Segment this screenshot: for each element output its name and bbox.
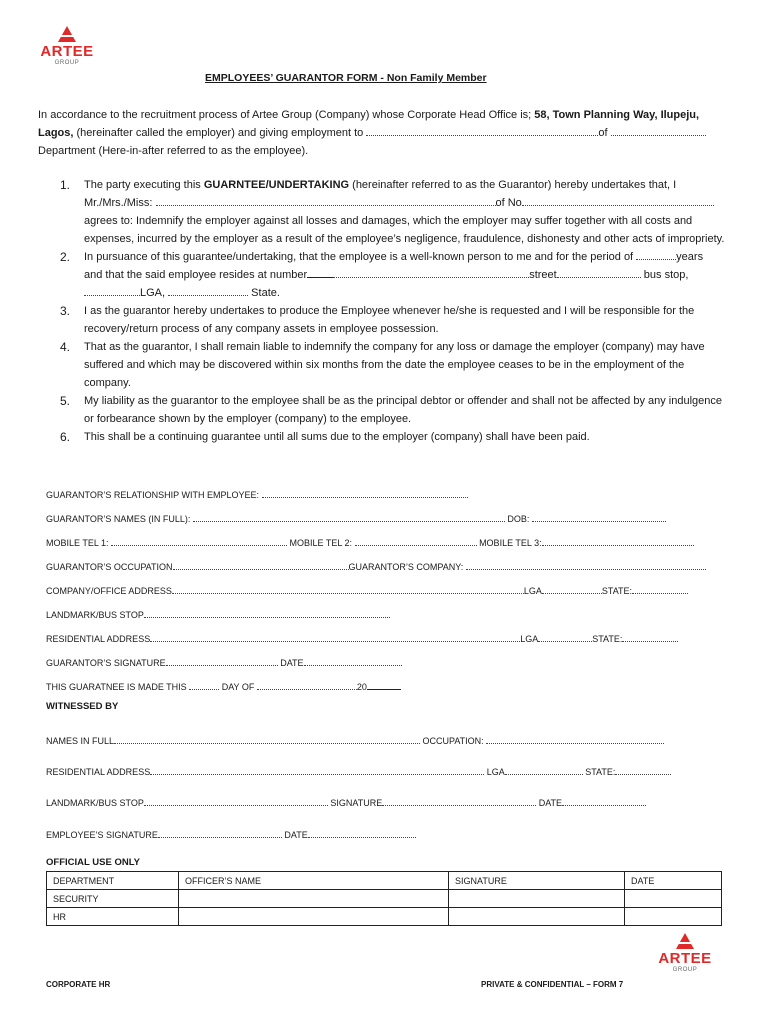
col-date: DATE [625,872,722,890]
landmark-row: LANDMARK/BUS STOP [46,608,390,620]
footer-right: PRIVATE & CONFIDENTIAL – FORM 7 [481,980,624,989]
residential-address-field[interactable] [150,632,520,642]
witness-occupation-field[interactable] [486,734,664,744]
witness-residential-field[interactable] [150,765,484,775]
guarantor-full-name-field[interactable] [193,512,505,522]
clause-2: 2. In pursuance of this guarantee/undertaking, that the employee is a well-known person to me and for the period of years and that the said employee resides at number street bus stop, LGA, State. [60,250,704,299]
made-row: THIS GUARATNEE IS MADE THIS DAY OF 20 [46,680,401,692]
row-department: HR [47,908,179,926]
mobile-tel-2-field[interactable] [355,536,477,546]
relationship-row: GUARANTOR’S RELATIONSHIP WITH EMPLOYEE: [46,488,468,500]
table-header-row [47,872,722,890]
dob-field[interactable] [532,512,666,522]
names-row: GUARANTOR’S NAMES (IN FULL): DOB: [46,512,666,524]
witness-residential-row: RESIDENTIAL ADDRESS LGA STATE: [46,765,671,777]
date-cell[interactable] [625,890,722,908]
lga-field[interactable] [84,286,140,296]
witness-date-field[interactable] [562,796,646,806]
guarantor-signature-field[interactable] [166,656,278,666]
signature-cell[interactable] [449,890,625,908]
head-office-address: 58, Town Planning Way, Ilupeju, Lagos, [38,109,700,139]
relationship-field[interactable] [262,488,468,498]
signature-cell[interactable] [449,908,625,926]
phone-row: MOBILE TEL 1: MOBILE TEL 2: MOBILE TEL 3: [46,536,694,548]
witness-landmark-row: LANDMARK/BUS STOP SIGNATURE DATE [46,796,646,808]
bus-stop-field[interactable] [557,268,641,278]
witness-state-field[interactable] [615,765,671,775]
official-use-heading: OFFICIAL USE ONLY [46,857,140,868]
guarantor-company-field[interactable] [466,560,706,570]
artee-logo-bottom [656,933,714,974]
residential-row: RESIDENTIAL ADDRESS LGA STATE: [46,632,678,644]
witness-name-field[interactable] [114,734,420,744]
street-field[interactable] [333,268,529,278]
date-cell[interactable] [625,908,722,926]
guarantor-occupation-field[interactable] [173,560,349,570]
artee-logo-top [38,26,96,67]
landmark-field[interactable] [144,608,390,618]
mobile-tel-3-field[interactable] [542,536,694,546]
witness-lga-field[interactable] [505,765,583,775]
triangle-logo-icon [58,26,76,42]
witness-names-row: NAMES IN FULL OCCUPATION: [46,734,664,746]
officer-name-cell[interactable] [179,890,449,908]
employee-signature-row: EMPLOYEE’S SIGNATURE DATE [46,828,416,840]
undertaking-clauses [38,176,728,446]
col-signature: SIGNATURE [449,872,625,890]
intro-paragraph: In accordance to the recruitment process of Artee Group (Company) whose Corporate Head Office is; 58, Town Planning Way, Ilupeju, Lagos, (hereinafter called the employer) and giving employment to of Department (Here-in-after referred to as the employee). [38,106,728,160]
officer-name-cell[interactable] [179,908,449,926]
office-state-field[interactable] [632,584,688,594]
logo-group: GROUP [54,60,80,66]
department-field[interactable] [611,126,706,136]
col-department: DEPARTMENT [47,872,179,890]
office-address-field[interactable] [172,584,524,594]
official-use-table [46,871,722,926]
signature-row: GUARANTOR’S SIGNATURE DATE [46,656,402,668]
employee-name-field[interactable] [366,126,598,136]
made-year-field[interactable] [367,680,401,690]
col-officers-name: OFFICER’S NAME [179,872,449,890]
guarantor-date-field[interactable] [304,656,402,666]
form-title: EMPLOYEES’ GUARANTOR FORM - Non Family Member [205,72,487,84]
house-number-field[interactable] [307,268,333,278]
row-department: SECURITY [47,890,179,908]
made-day-field[interactable] [189,680,219,690]
employee-date-field[interactable] [308,828,416,838]
witness-signature-field[interactable] [382,796,536,806]
clause-5: 5. My liability as the guarantor to the employee shall be as the principal debtor or offender and shall not be affected by any indulgence or forbearance shown by the employer (company) to the employee. [60,394,722,425]
clause-6: 6. This shall be a continuing guarantee until all sums due to the employer (company) shall have been paid. [60,430,590,444]
table-row [47,908,722,926]
state-field[interactable] [168,286,248,296]
triangle-logo-icon [676,933,694,949]
mobile-tel-1-field[interactable] [111,536,287,546]
table-row [47,890,722,908]
residential-state-field[interactable] [622,632,678,642]
residential-lga-field[interactable] [538,632,592,642]
period-years-field[interactable] [636,250,676,260]
office-lga-field[interactable] [542,584,602,594]
logo-brand: ARTEE [40,43,94,60]
logo-brand: ARTEE [658,950,712,967]
guarantor-address-no-field[interactable] [522,196,714,206]
occupation-row: GUARANTOR’S OCCUPATION GUARANTOR’S COMPANY: [46,560,706,572]
guarantor-name-field[interactable] [156,196,496,206]
made-month-field[interactable] [257,680,357,690]
clause-1: 1. The party executing this GUARNTEE/UNDERTAKING (hereinafter referred to as the Guarantor) hereby undertakes that, I Mr./Mrs./Miss: of No agrees to: Indemnify the employer against all losses and damages, which the employer may suffer together with all costs and expenses, incurred by the employer as a result of the employee’s negligence, fraudulence, dishonesty and other acts of impropriety. [60,178,725,245]
employee-signature-field[interactable] [158,828,282,838]
office-address-row: COMPANY/OFFICE ADDRESS LGA STATE: [46,584,688,596]
footer-left: CORPORATE HR [46,980,111,989]
witnessed-by-heading: WITNESSED BY [46,701,119,712]
witness-landmark-field[interactable] [144,796,328,806]
clause-3: 3. I as the guarantor hereby undertakes to produce the Employee whenever he/she is requested and I will be responsible for the recovery/return process of any company assets in employee possession. [60,304,695,335]
clause-4: 4. That as the guarantor, I shall remain liable to indemnify the company for any loss or damage the employer (company) may have suffered and which may be discovered within six months from the date the employee ceases to be in the employment of the company. [60,340,705,389]
logo-group: GROUP [672,967,698,973]
